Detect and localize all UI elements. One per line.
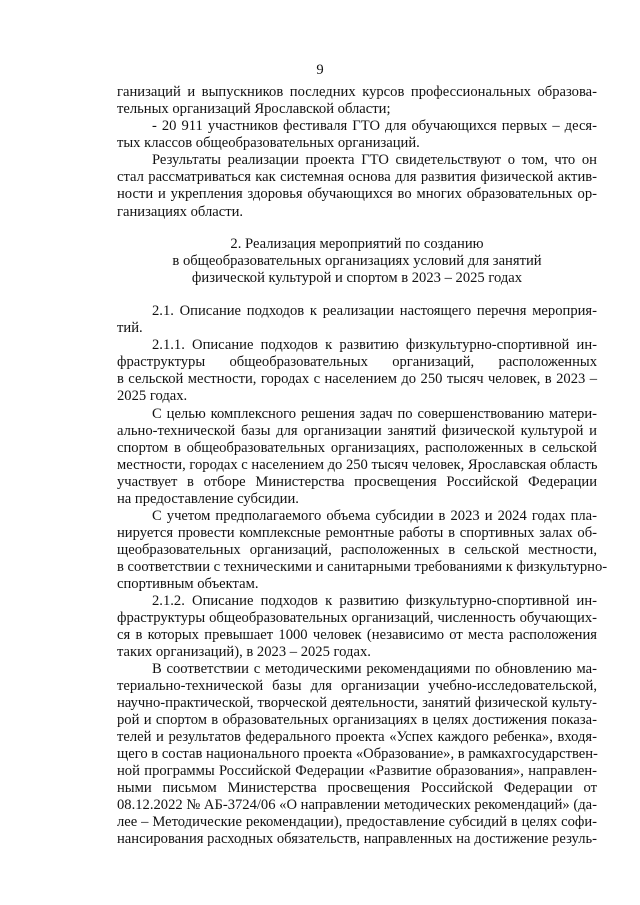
- text-line: - 20 911 участников фестиваля ГТО для обучающихся первых – деся-: [152, 118, 597, 134]
- text-line: ся в которых превышает 1000 человек (независимо от места расположения: [117, 627, 597, 643]
- text-line: ально-технической базы для организации занятий физической культурой и: [117, 423, 597, 439]
- text-line: нируется провести комплексные ремонтные работы в спортивных залах об-: [117, 525, 597, 541]
- text-line: фраструктуры общеобразовательных организаций, расположенных: [117, 354, 597, 370]
- text-line: тых классов общеобразовательных организаций.: [117, 135, 420, 151]
- text-line: тий.: [117, 320, 143, 336]
- text-line: тельных организаций Ярославской области;: [117, 101, 391, 117]
- text-line: ности и укрепления здоровья обучающихся во многих образовательных ор-: [117, 186, 597, 202]
- text-line: щеобразовательных организаций, расположенных в сельской местности,: [117, 542, 597, 558]
- text-line: С целью комплексного решения задач по совершенствованию матери-: [152, 406, 597, 422]
- text-line: научно-практической, творческой деятельности, занятий физической культу-: [117, 695, 597, 711]
- text-line: ганизаций и выпускников последних курсов профессиональных образова-: [117, 84, 597, 100]
- text-line: С учетом предполагаемого объема субсидии в 2023 и 2024 годах пла-: [152, 508, 597, 524]
- text-line: фраструктуры общеобразовательных организаций, численность обучающих-: [117, 610, 597, 626]
- text-line: В соответствии с методическими рекомендациями по обновлению ма-: [152, 661, 597, 677]
- text-line: нансирования расходных обязательств, направленных на достижение резуль-: [117, 831, 597, 847]
- text-line: щего в состав национального проекта «Образование», в рамкахгосударствен-: [117, 746, 598, 762]
- page-number: 9: [316, 62, 324, 78]
- section-heading-line: 2. Реализация мероприятий по созданию: [230, 236, 484, 252]
- text-line: 2.1.2. Описание подходов к развитию физкультурно-спортивной ин-: [152, 593, 597, 609]
- text-line: участвует в отборе Министерства просвещения Российской Федерации: [117, 474, 597, 490]
- text-line: местности, городах с населением до 250 тысяч человек, Ярославская область: [117, 457, 598, 473]
- text-line: 08.12.2022 № АБ-3724/06 «О направлении методических рекомендаций» (да-: [117, 797, 597, 813]
- text-line: 2.1.1. Описание подходов к развитию физкультурно-спортивной ин-: [152, 337, 597, 353]
- text-line: ной программы Российской Федерации «Развитие образования», направлен-: [117, 763, 597, 779]
- text-line: в соответствии с техническими и санитарными требованиями к физкультурно-: [117, 559, 608, 575]
- text-line: лее – Методические рекомендации), предоставление субсидий в целях софи-: [117, 814, 597, 830]
- text-line: 2025 годах.: [117, 388, 188, 404]
- text-line: на предоставление субсидии.: [117, 491, 299, 507]
- text-line: Результаты реализации проекта ГТО свидетельствуют о том, что он: [152, 152, 597, 168]
- text-line: ганизациях области.: [117, 204, 244, 220]
- text-line: 2.1. Описание подходов к реализации настоящего перечня мероприя-: [152, 303, 597, 319]
- section-heading-line: физической культурой и спортом в 2023 – 2025 годах: [191, 270, 523, 286]
- text-line: спортом в общеобразовательных организациях, расположенных в сельской: [117, 440, 597, 456]
- text-line: спортивным объектам.: [117, 576, 259, 592]
- section-heading-line: в общеобразовательных организациях условий для занятий: [172, 253, 542, 269]
- text-line: стал рассматриваться как системная основа для развития физической актив-: [117, 169, 597, 185]
- text-line: ными письмом Министерства просвещения Российской Федерации от: [117, 780, 597, 796]
- text-line: териально-технической базы для организации учебно-исследовательской,: [117, 678, 597, 694]
- text-line: в сельской местности, городах с населением до 250 тысяч человек, в 2023 –: [117, 371, 597, 387]
- text-line: телей и результатов федерального проекта «Успех каждого ребенка», входя-: [117, 729, 597, 745]
- text-line: таких организаций), в 2023 – 2025 годах.: [117, 644, 371, 660]
- text-line: рой и спортом в образовательных организациях в целях достижения показа-: [117, 712, 597, 728]
